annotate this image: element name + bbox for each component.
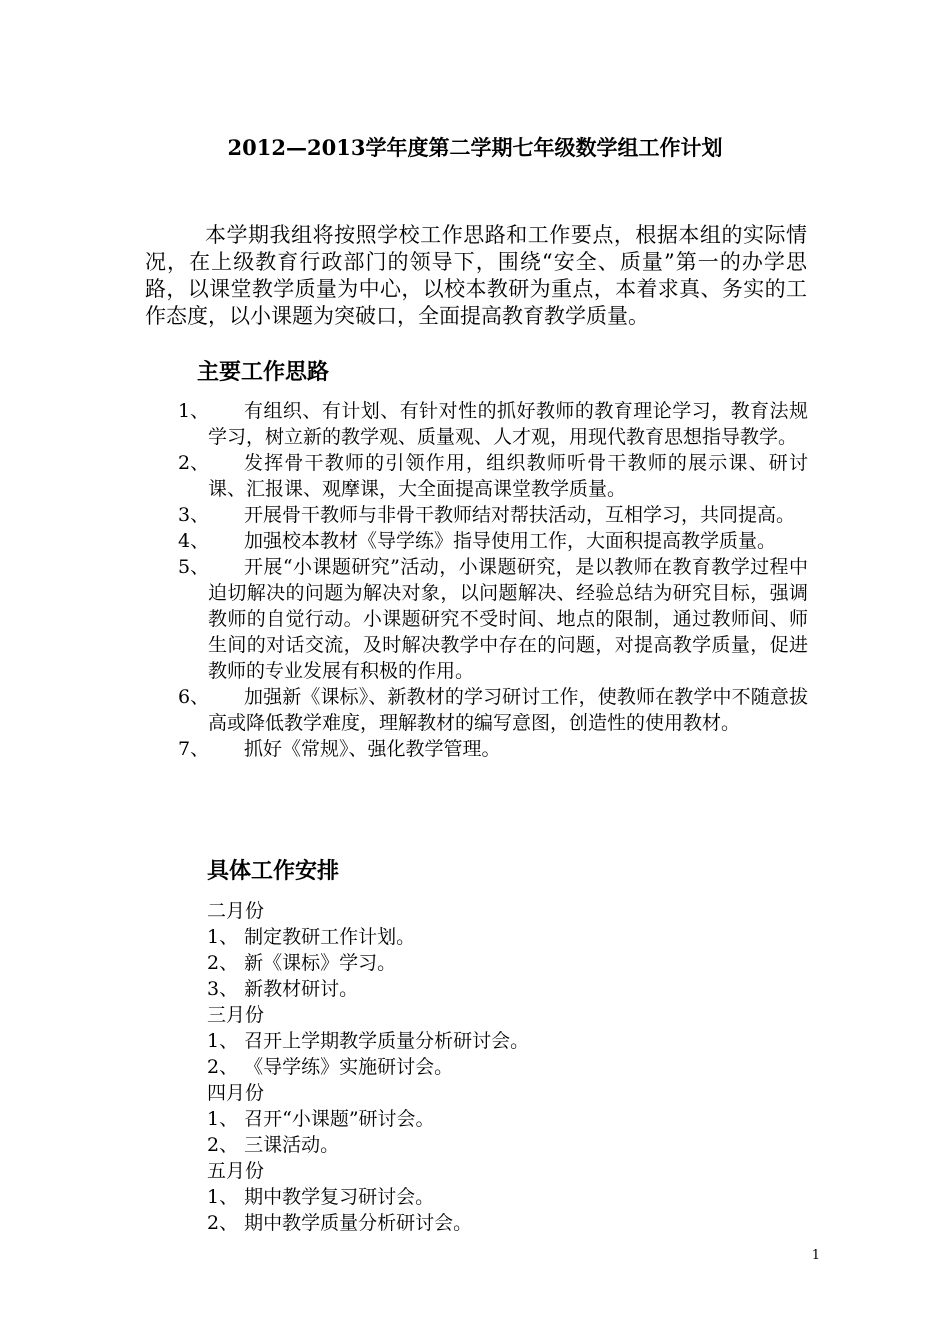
list-item-number: 4、	[178, 530, 210, 552]
list-item	[178, 554, 808, 684]
list-item-number: 1、	[178, 400, 210, 422]
schedule-task: 2、 期中教学质量分析研讨会。	[207, 1212, 473, 1234]
schedule-task: 2、 新《课标》学习。	[207, 952, 397, 974]
list-item-text: 抓好《常规》、强化教学管理。	[244, 738, 501, 760]
month-label: 二月份	[207, 900, 265, 922]
month-label: 四月份	[207, 1082, 265, 1104]
page-number: 1	[811, 1248, 820, 1263]
schedule-task: 3、 新教材研讨。	[207, 978, 359, 1000]
list-item-text: 发挥骨干教师的引领作用，组织教师听骨干教师的展示课、研讨课、汇报课、观摩课，大全面提高课堂教学质量。	[208, 452, 808, 500]
schedule-task: 2、 三课活动。	[207, 1134, 340, 1156]
list-item	[178, 528, 808, 554]
section-heading-schedule: 具体工作安排	[207, 858, 340, 884]
section-heading-main-ideas: 主要工作思路	[197, 359, 330, 385]
list-item	[178, 502, 808, 528]
month-label: 三月份	[207, 1004, 265, 1026]
list-item	[178, 450, 808, 502]
schedule-task: 1、 制定教研工作计划。	[207, 926, 416, 948]
schedule-list	[207, 898, 807, 1236]
list-item-text: 有组织、有计划、有针对性的抓好教师的教育理论学习，教育法规学习，树立新的教学观、质量观、人才观，用现代教育思想指导教学。	[208, 400, 808, 448]
intro-paragraph: 本学期我组将按照学校工作思路和工作要点，根据本组的实际情况，在上级教育行政部门的领导下，围绕“安全、质量”第一的办学思路，以课堂教学质量为中心，以校本教研为重点，本着求真、务实的工作态度，以小课题为突破口，全面提高教育教学质量。	[145, 223, 807, 328]
schedule-task: 1、 召开上学期教学质量分析研讨会。	[207, 1030, 530, 1052]
list-item-number: 3、	[178, 504, 210, 526]
list-item-number: 5、	[178, 556, 210, 578]
list-item-number: 2、	[178, 452, 210, 474]
schedule-task: 1、 召开“小课题”研讨会。	[207, 1108, 435, 1130]
list-item	[178, 684, 808, 736]
schedule-task: 2、 《导学练》实施研讨会。	[207, 1056, 454, 1078]
document-title: 2012—2013学年度第二学期七年级数学组工作计划	[227, 135, 723, 160]
list-item	[178, 398, 808, 450]
list-item-text: 开展骨干教师与非骨干教师结对帮扶活动，互相学习，共同提高。	[244, 504, 796, 526]
list-item-number: 7、	[178, 738, 210, 760]
list-item-text: 加强新《课标》、新教材的学习研讨工作，使教师在教学中不随意拔高或降低教学难度，理解教材的编写意图，创造性的使用教材。	[208, 686, 808, 734]
list-item	[178, 736, 808, 762]
schedule-task: 1、 期中教学复习研讨会。	[207, 1186, 435, 1208]
main-ideas-list	[178, 398, 808, 762]
list-item-number: 6、	[178, 686, 210, 708]
list-item-text: 加强校本教材《导学练》指导使用工作，大面积提高教学质量。	[244, 530, 777, 552]
month-label: 五月份	[207, 1160, 265, 1182]
list-item-text: 开展“小课题研究”活动，小课题研究，是以教师在教育教学过程中迫切解决的问题为解决对象，以问题解决、经验总结为研究目标，强调教师的自觉行动。小课题研究不受时间、地点的限制，通过教师间、师生间的对话交流，及时解决教学中存在的问题，对提高教学质量，促进教师的专业发展有积极的作用。	[208, 556, 808, 682]
